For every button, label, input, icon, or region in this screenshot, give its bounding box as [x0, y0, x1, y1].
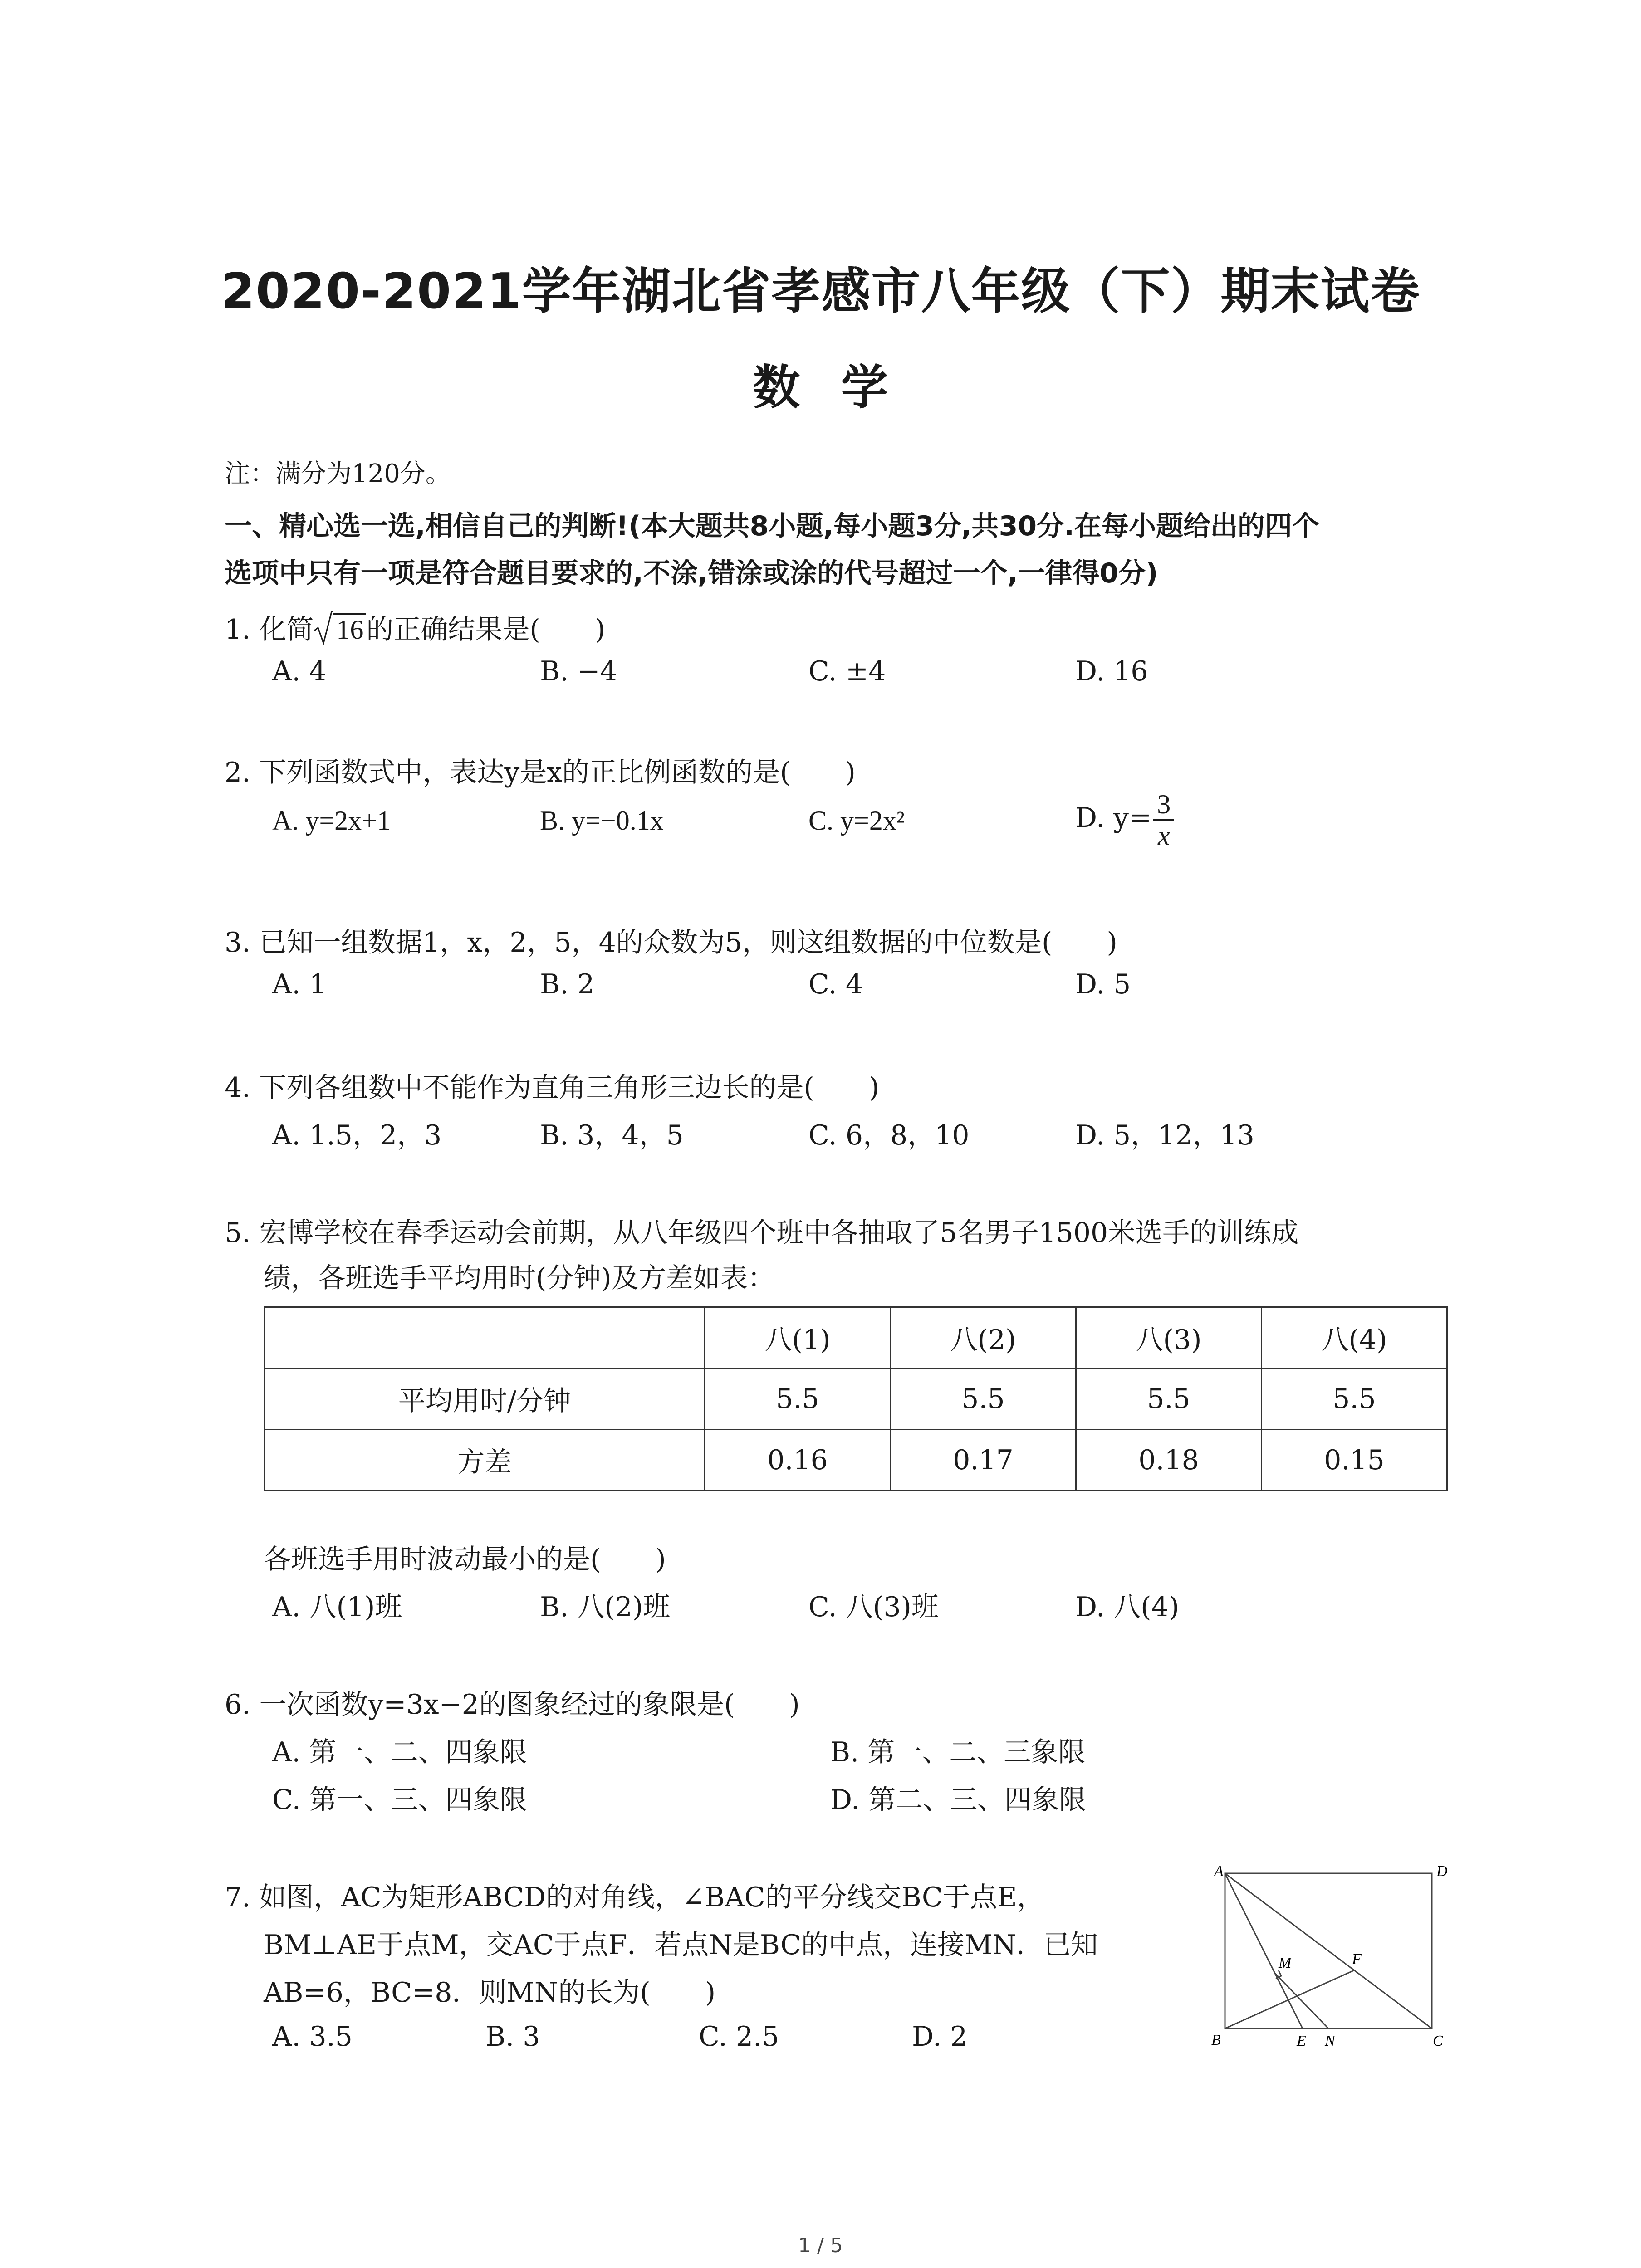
sqrt-expression	[314, 614, 366, 645]
section-header	[225, 503, 1477, 597]
option-a[interactable]: A. y=2x+1	[272, 806, 391, 836]
question-5-line2: 绩，各班选手平均用时(分钟)及方差如表：	[264, 1262, 775, 1294]
option-d[interactable]: D. 5	[1075, 968, 1131, 1000]
page-title: 2020-2021学年湖北省孝感市八年级（下）期末试卷	[220, 263, 1421, 320]
question-3	[225, 921, 1117, 960]
option-d[interactable]: D. 2	[912, 2021, 968, 2053]
question-2	[225, 751, 856, 790]
option-d-prefix: D. y=	[1075, 802, 1152, 834]
rectangle-figure	[1198, 1860, 1452, 2055]
question-number: 3.	[225, 927, 251, 958]
table-row	[265, 1430, 1447, 1491]
question-4	[225, 1066, 879, 1105]
option-d[interactable]: D. 5，12，13	[1075, 1119, 1254, 1151]
question-number: 4.	[225, 1072, 251, 1104]
option-c[interactable]: C. 4	[808, 968, 863, 1000]
section-header-line2: 选项中只有一项是符合题目要求的,不涂,错涂或涂的代号超过一个,一律得0分)	[225, 557, 1158, 589]
question-text: 宏博学校在春季运动会前期，从八年级四个班中各抽取了5名男子1500米选手的训练成	[259, 1217, 1299, 1249]
option-b[interactable]: B. y=−0.1x	[540, 806, 664, 836]
table-header-cell: 八(4)	[1262, 1307, 1447, 1369]
bisector-ae	[1225, 1873, 1303, 2028]
option-c[interactable]: C. ±4	[808, 655, 886, 687]
radical-sign-icon	[314, 610, 333, 646]
table-row	[265, 1369, 1447, 1430]
score-note: 注：满分为120分。	[225, 459, 451, 489]
option-c[interactable]: C. 第一、三、四象限	[272, 1784, 527, 1816]
question-7-line2: BM⊥AE于点M，交AC于点F．若点N是BC的中点，连接MN．已知	[264, 1929, 1098, 1961]
option-a[interactable]: A. 八(1)班	[272, 1591, 402, 1623]
table-header-cell: 八(3)	[1076, 1307, 1262, 1369]
option-b[interactable]: B. 3	[485, 2021, 540, 2053]
question-text: 化简	[259, 614, 314, 645]
fraction-denominator: x	[1157, 821, 1170, 850]
table-cell: 0.16	[705, 1430, 891, 1491]
table-cell: 0.17	[891, 1430, 1076, 1491]
option-c[interactable]: C. 八(3)班	[808, 1591, 939, 1623]
table-cell: 平均用时/分钟	[265, 1369, 705, 1430]
option-d[interactable]	[1075, 789, 1174, 850]
question-number: 1.	[225, 614, 251, 645]
fraction-numerator: 3	[1153, 789, 1174, 821]
diagonal-ac	[1225, 1873, 1432, 2028]
option-a[interactable]: A. 4	[272, 655, 327, 687]
question-text: 一次函数y=3x−2的图象经过的象限是( )	[259, 1689, 800, 1721]
table-cell: 5.5	[1262, 1369, 1447, 1430]
table-cell: 0.15	[1262, 1430, 1447, 1491]
option-a[interactable]: A. 3.5	[272, 2021, 353, 2053]
question-text-tail: 的正确结果是( )	[366, 614, 606, 645]
question-5	[225, 1211, 1298, 1250]
radicand: 16	[333, 613, 366, 645]
option-b[interactable]: B. 第一、二、三象限	[830, 1736, 1086, 1768]
option-b[interactable]: B. 八(2)班	[540, 1591, 671, 1623]
question-7-line3: AB=6，BC=8．则MN的长为( )	[264, 1977, 716, 2009]
question-6	[225, 1683, 800, 1722]
data-table	[264, 1306, 1448, 1491]
label-b: B	[1211, 2032, 1221, 2048]
table-header-cell	[265, 1307, 705, 1369]
label-d: D	[1436, 1863, 1448, 1880]
question-5-prompt: 各班选手用时波动最小的是( )	[264, 1544, 666, 1575]
page-number: 1 / 5	[798, 2234, 843, 2257]
segment-mn	[1274, 1973, 1328, 2028]
question-text: 如图，AC为矩形ABCD的对角线，∠BAC的平分线交BC于点E，	[259, 1882, 1044, 1913]
question-number: 6.	[225, 1689, 251, 1721]
label-f: F	[1352, 1951, 1362, 1968]
question-text: 已知一组数据1，x，2，5，4的众数为5，则这组数据的中位数是( )	[259, 927, 1117, 958]
table-cell: 5.5	[1076, 1369, 1262, 1430]
table-cell: 方差	[265, 1430, 705, 1491]
segment-bf	[1225, 1970, 1354, 2028]
option-a[interactable]: A. 第一、二、四象限	[272, 1736, 527, 1768]
fraction	[1153, 789, 1174, 850]
page-subtitle: 数学	[753, 360, 929, 415]
question-number: 2.	[225, 757, 251, 788]
option-a[interactable]: A. 1.5，2，3	[272, 1119, 442, 1151]
label-n: N	[1325, 2033, 1335, 2049]
table-header-cell: 八(2)	[891, 1307, 1076, 1369]
option-b[interactable]: B. 3，4，5	[540, 1119, 684, 1151]
table-cell: 0.18	[1076, 1430, 1262, 1491]
option-d[interactable]: D. 16	[1075, 655, 1148, 687]
question-1	[225, 608, 605, 647]
table-header-row	[265, 1307, 1447, 1369]
option-c[interactable]: C. 6，8，10	[808, 1119, 970, 1151]
label-c: C	[1433, 2033, 1443, 2049]
option-d[interactable]: D. 八(4)	[1075, 1591, 1180, 1623]
table-cell: 5.5	[891, 1369, 1076, 1430]
question-text: 下列函数式中，表达y是x的正比例函数的是( )	[259, 757, 856, 788]
option-c[interactable]: C. 2.5	[699, 2021, 779, 2053]
label-m: M	[1279, 1955, 1292, 1971]
section-header-line1: 一、精心选一选,相信自己的判断!(本大题共8小题,每小题3分,共30分.在每小题给出的四个	[225, 510, 1319, 542]
label-a: A	[1214, 1863, 1224, 1880]
question-number: 5.	[225, 1217, 251, 1249]
label-e: E	[1297, 2033, 1306, 2049]
option-b[interactable]: B. −4	[540, 655, 617, 687]
option-c[interactable]: C. y=2x²	[808, 806, 905, 836]
option-a[interactable]: A. 1	[272, 968, 327, 1000]
question-number: 7.	[225, 1882, 251, 1913]
option-d[interactable]: D. 第二、三、四象限	[830, 1784, 1087, 1816]
option-b[interactable]: B. 2	[540, 968, 595, 1000]
table-cell: 5.5	[705, 1369, 891, 1430]
question-7	[225, 1876, 1044, 1915]
question-text: 下列各组数中不能作为直角三角形三边长的是( )	[259, 1072, 880, 1104]
table-header-cell: 八(1)	[705, 1307, 891, 1369]
